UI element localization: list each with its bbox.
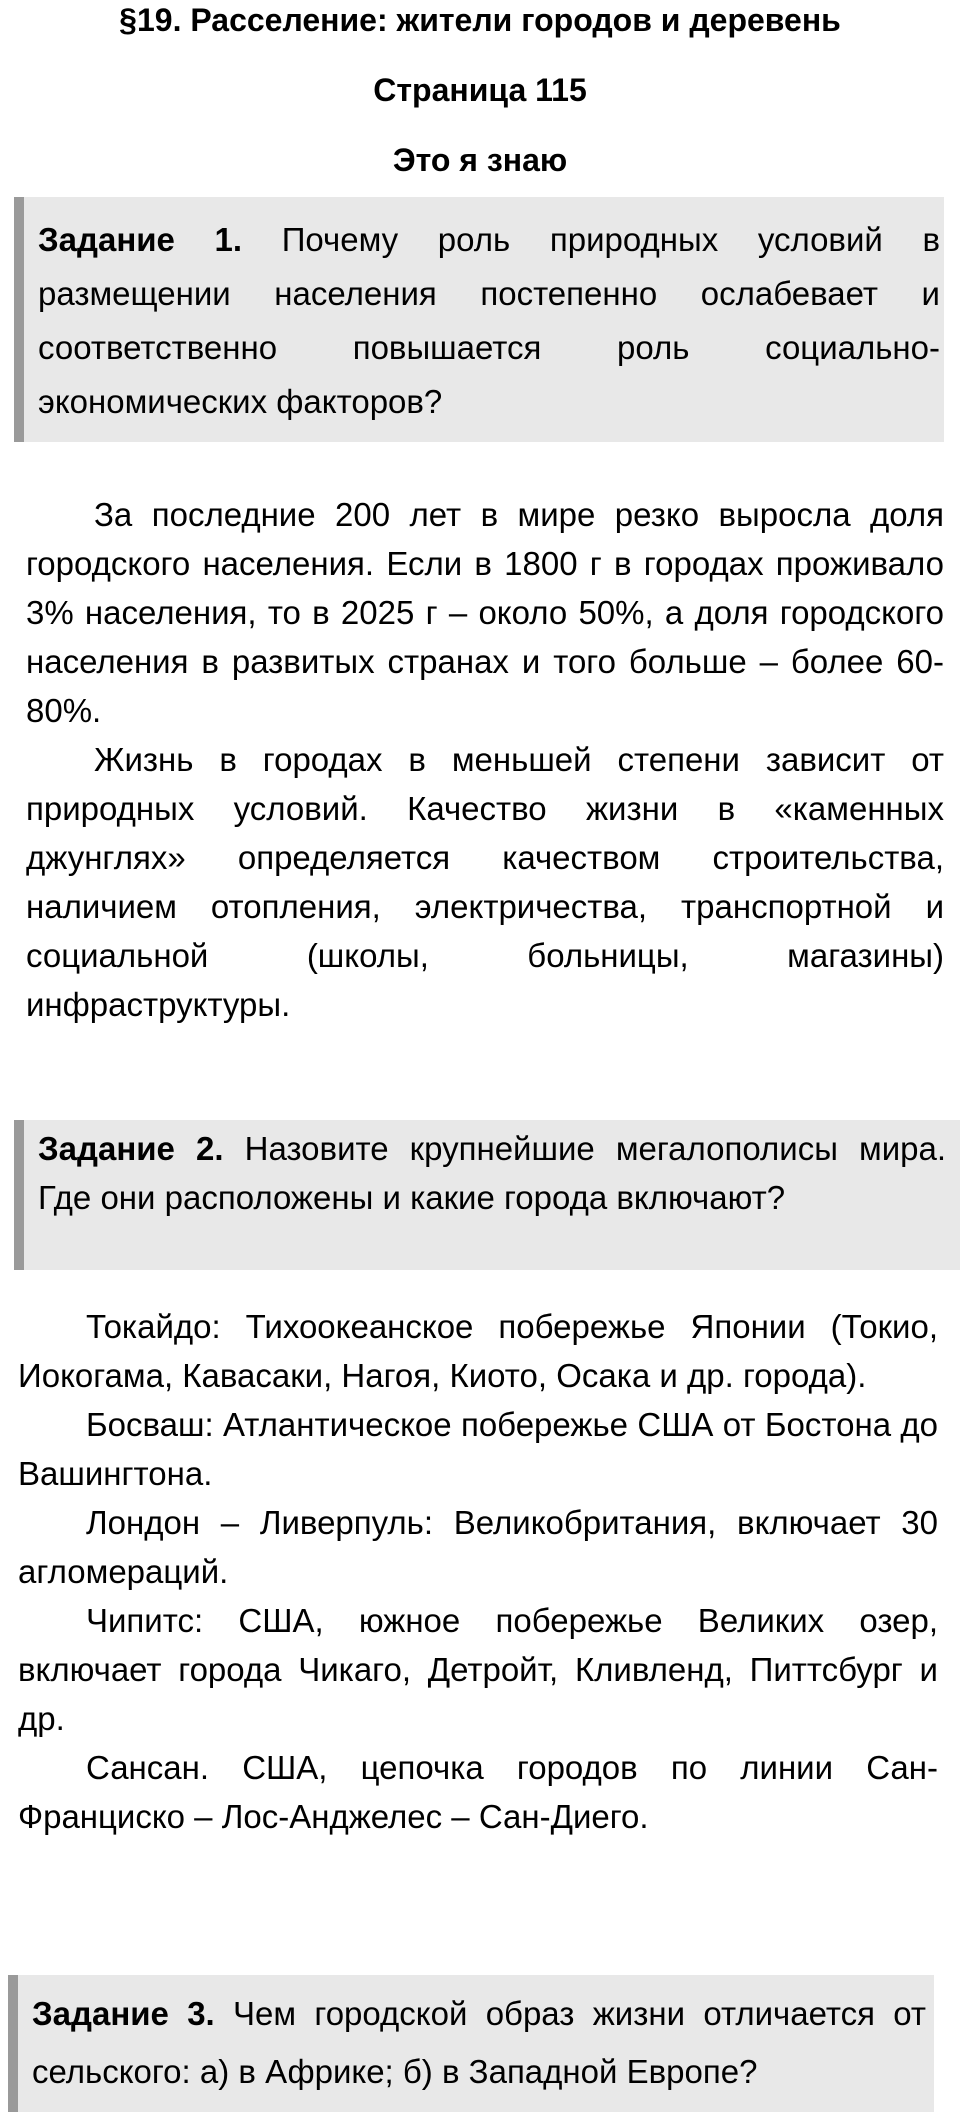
- task-2-box: [14, 1120, 960, 1270]
- answer-1-paragraph-2: Жизнь в городах в меньшей степени зависит от природных условий. Качество жизни в «каменных джунглях» определяется качеством строительства, наличием отопления, электричества, транспортной и социальной (школы, больницы, магазины) инфраструктуры.: [26, 741, 944, 1023]
- answer-2-paragraph-2: Босваш: Атлантическое побережье США от Бостона до Вашингтона.: [18, 1406, 938, 1492]
- task-1-box: [14, 197, 944, 442]
- task-1-label: Задание 1.: [38, 221, 243, 258]
- task-3-label: Задание 3.: [32, 1995, 215, 2032]
- section-title: §19. Расселение: жители городов и деревень: [119, 2, 841, 38]
- answer-1: [26, 490, 944, 1029]
- task-2-label: Задание 2.: [38, 1130, 224, 1167]
- answer-2-paragraph-4: Чипитс: США, южное побережье Великих озер, включает города Чикаго, Детройт, Кливленд, Питтсбург и др.: [18, 1602, 938, 1737]
- answer-1-paragraph-1: За последние 200 лет в мире резко выросла доля городского населения. Если в 1800 г в городах проживало 3% населения, то в 2025 г – около 50%, а доля городского населения в развитых странах и того больше – более 60-80%.: [26, 496, 944, 729]
- task-3-question: Чем городской образ жизни отличается от сельского: а) в Африке; б) в Западной Европе?: [32, 1995, 926, 2090]
- page-number-heading: Страница 115: [373, 72, 587, 108]
- task-3-box: [8, 1975, 934, 2112]
- answer-2-paragraph-5: Сансан. США, цепочка городов по линии Сан-Франциско – Лос-Анджелес – Сан-Диего.: [18, 1749, 938, 1835]
- task-1-question: Почему роль природных условий в размещении населения постепенно ослабевает и соответственно повышается роль социально-экономических факторов?: [38, 221, 940, 420]
- answer-2-paragraph-1: Токайдо: Тихоокеанское побережье Японии (Токио, Иокогама, Кавасаки, Нагоя, Киото, Осака и др. города).: [18, 1308, 938, 1394]
- task-2-question: Назовите крупнейшие мегалополисы мира. Где они расположены и какие города включают?: [38, 1130, 947, 1216]
- subsection-heading: Это я знаю: [392, 142, 568, 178]
- answer-2-paragraph-3: Лондон – Ливерпуль: Великобритания, включает 30 агломераций.: [18, 1504, 938, 1590]
- answer-2: [18, 1302, 938, 1841]
